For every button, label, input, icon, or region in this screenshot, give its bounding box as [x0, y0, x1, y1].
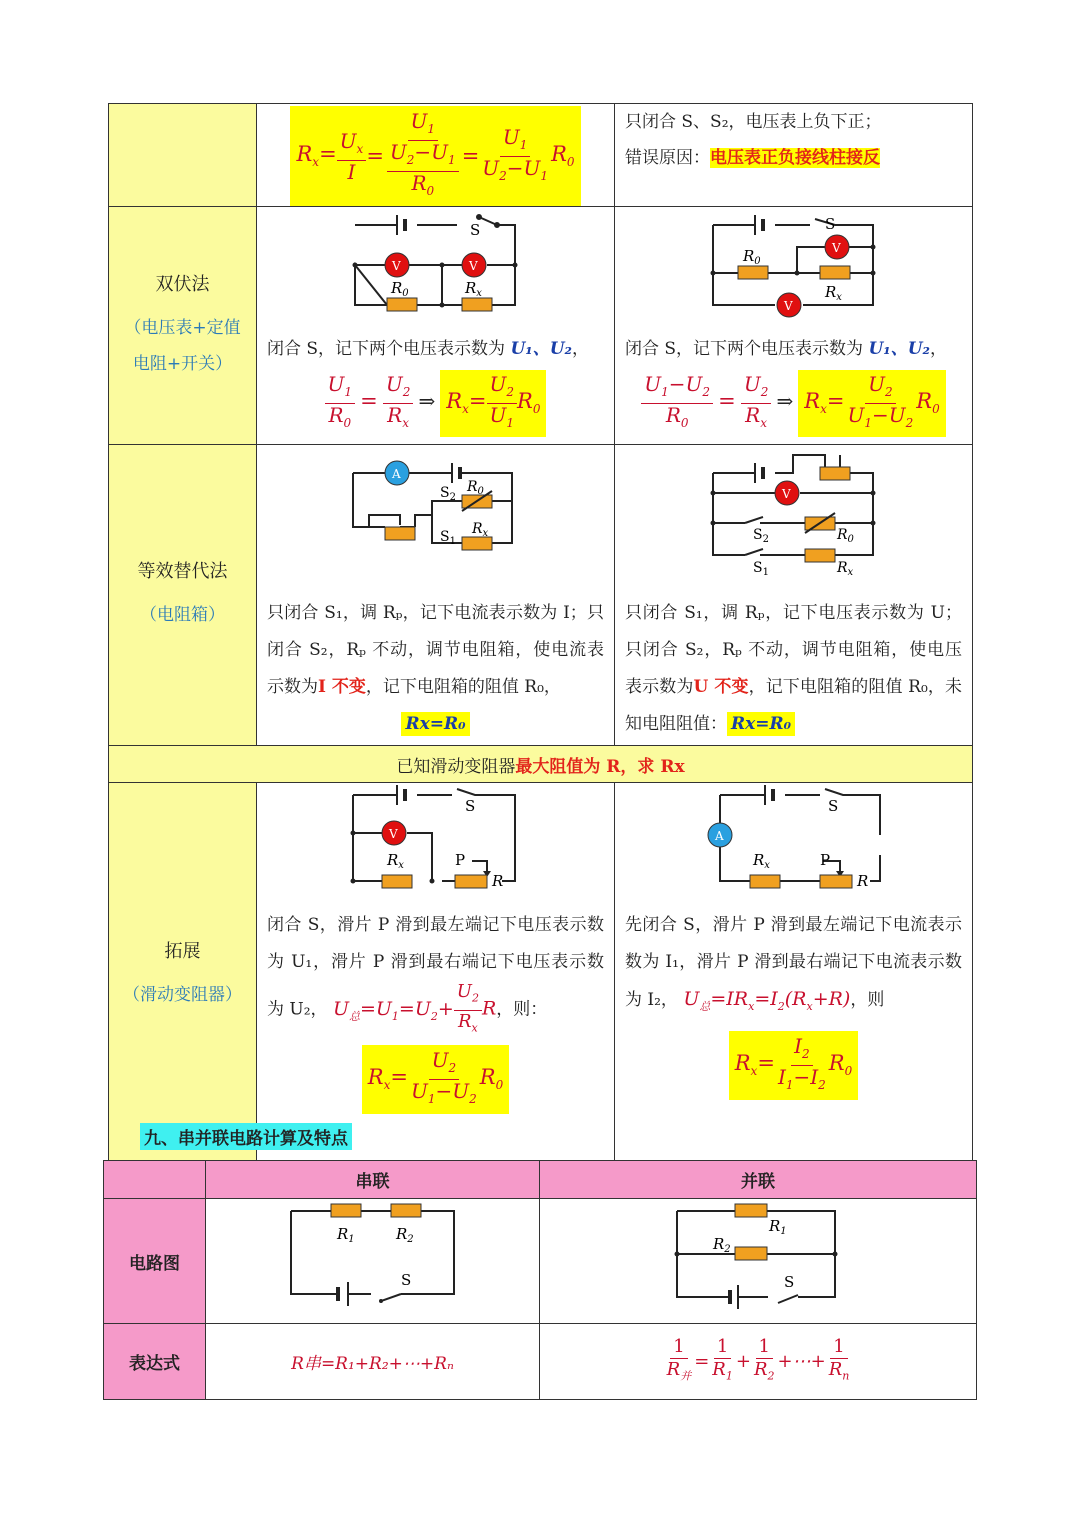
row3-right-mid: U 不变 [693, 677, 749, 697]
svg-text:A: A [715, 829, 724, 843]
series-circuit-cell [206, 1199, 540, 1324]
row3-label-cell [109, 445, 257, 746]
row2-left-formula: $\frac{U_1}{R_0}$ = $\frac{U_2}{R_x}$ ⇒ $R_x=$ $\frac{U_2}{U_1}$ $R_0$ [257, 370, 614, 437]
section-title: 九、串并联电路计算及特点 [144, 1129, 348, 1149]
svg-text:V: V [389, 827, 398, 841]
svg-text:S1: $S_1$ [440, 529, 456, 547]
col-header-parallel: 并联 [540, 1161, 977, 1199]
circuit-diagram-substitution-2 [615, 445, 972, 591]
svg-text:R0: $R_0$ [467, 479, 484, 497]
svg-text:R: R [492, 872, 504, 890]
circuit-diagram-rheostat-ammeter [615, 783, 972, 903]
svg-text:S: S [828, 797, 839, 815]
row4-left-result: $R_x=$ $\frac{U_2}{U_1-U_2}$ $R_0$ [362, 1045, 509, 1114]
svg-text:Rx: $R_x$ [465, 279, 482, 299]
row3-left-result: Rx=R₀ [401, 712, 469, 736]
svg-text:R: R [857, 872, 869, 890]
banner-red: 最大阻值为 R，求 Rx [515, 756, 685, 777]
table2-corner [104, 1161, 206, 1199]
svg-text:Rx: $R_x$ [387, 851, 404, 871]
error-reason-highlight: 电压表正负接线柱接反 [710, 148, 880, 168]
row3-left-cell [257, 445, 615, 746]
row1-formula-cell [257, 104, 615, 207]
slider-rheostat-banner [109, 746, 973, 783]
parallel-expression: 1 $R_并$ = $\frac{1}{R_1}$ + $\frac{1}{R_2}$ +⋯+ $\frac{1}{R_n}$ [666, 1335, 850, 1383]
svg-text:S: S [401, 1271, 412, 1289]
row3-right-text: 只闭合 S₁，调 Rₚ，记下电压表示数为 U；只闭合 S₂，Rₚ 不动，调节电阻箱，使电压表示数为 [625, 603, 962, 697]
row4-left-then: ，则： [496, 999, 548, 1020]
svg-text:R2: $R_2$ [713, 1235, 731, 1255]
row2-right-vars: U₁、U₂ [868, 339, 930, 359]
row2-right-cell: V V S $R_0$ $R_x$ 闭合 S，记下两个电压表示数为 U₁、U₂， $\frac{U_1-U_2}{R_0}$ = $\frac{U_2}{R_x}$ ⇒ $R_x=$ $\frac{U_2}{U_1-U_2}$ $R_0$ [615, 207, 973, 445]
row1-right-line2-prefix: 错误原因： [625, 148, 710, 168]
method-subtitle-substitution: （电阻箱） [140, 605, 225, 625]
row3-right-result: Rx=R₀ [727, 712, 795, 736]
method-title-substitution: 等效替代法 [137, 561, 228, 582]
row3-right-cell [615, 445, 973, 746]
row4-left-text: 闭合 S，滑片 P 滑到最左端记下电压表示数为 U₁，滑片 P 滑到最右端记下电压表示数为 U₂， [267, 915, 604, 1020]
circuit-diagram-double-voltmeter-1 [257, 207, 614, 327]
svg-text:P: P [820, 851, 831, 869]
series-parallel-table [103, 1160, 977, 1400]
row4-label-cell [109, 783, 257, 1167]
row2-left-text: 闭合 S，记下两个电压表示数为 [267, 339, 511, 359]
svg-text:Rx: $R_x$ [753, 851, 770, 871]
row2-left-cell: V V S $R_0$ $R_x$ 闭合 S，记下两个电压表示数为 U₁、U₂， $\frac{U_1}{R_0}$ = $\frac{U_2}{R_x}$ ⇒ $R_x=$ $\frac{U_2}{U_1}$ $R_0$ [257, 207, 615, 445]
row3-left-tail: ，记下电阻箱的阻值 R₀， [365, 677, 561, 697]
svg-text:A: A [392, 467, 401, 481]
row2-label-cell [109, 207, 257, 445]
row4-right-equation: $U_总=IR_x=I_2(R_x+R)$ [683, 988, 851, 1013]
svg-text:S: S [784, 1273, 795, 1291]
parallel-circuit-diagram [540, 1199, 976, 1319]
svg-text:S1: $S_1$ [753, 560, 769, 578]
col-header-series: 串联 [206, 1161, 540, 1199]
svg-text:Rx: $R_x$ [472, 521, 489, 539]
parallel-expression-cell [540, 1324, 977, 1400]
row4-right-then: ，则 [850, 990, 885, 1010]
method-subtitle-double-voltmeter: （电压表+定值电阻+开关） [124, 317, 241, 374]
svg-text:S: S [825, 215, 836, 233]
row1-right-line1: 只闭合 S、S₂，电压表上负下正； [625, 112, 882, 132]
circuit-diagram-rheostat-voltmeter [257, 783, 614, 903]
series-expression: R串=R₁+R₂+⋯+Rₙ [291, 1354, 454, 1374]
method-title-extension: 拓展 [164, 940, 201, 962]
svg-text:Rx: $R_x$ [825, 283, 842, 303]
row3-left-mid: I 不变 [318, 677, 366, 697]
section-heading [140, 1123, 352, 1150]
row4-right-cell [615, 783, 973, 1167]
svg-text:P: P [455, 851, 466, 869]
row3-left-text: 只闭合 S₁，调 Rₚ，记下电流表示数为 I；只闭合 S₂，Rₚ 不动，调节电阻箱，使电流表示数为 [267, 603, 604, 697]
svg-text:S: S [470, 221, 481, 239]
row2-right-formula: $\frac{U_1-U_2}{R_0}$ = $\frac{U_2}{R_x}$ ⇒ $R_x=$ $\frac{U_2}{U_1-U_2}$ $R_0$ [615, 370, 972, 437]
circuit-diagram-double-voltmeter-2 [615, 207, 972, 327]
measurement-methods-table [108, 103, 973, 1167]
row4-right-result: $R_x=$ $\frac{I_2}{I_1-I_2}$ $R_0$ [729, 1031, 859, 1100]
method-subtitle-extension: （滑动变阻器） [123, 984, 242, 1005]
svg-text:R1: $R_1$ [337, 1225, 355, 1245]
svg-text:R0: $R_0$ [743, 247, 761, 267]
row-header-expression: 表达式 [104, 1324, 206, 1400]
svg-text:S2: $S_2$ [440, 485, 456, 503]
series-expression-cell [206, 1324, 540, 1400]
svg-text:V: V [782, 487, 791, 501]
row1-label-cell [109, 104, 257, 207]
parallel-circuit-cell [540, 1199, 977, 1324]
svg-text:V: V [784, 299, 793, 313]
svg-text:Rx: $R_x$ [837, 560, 854, 578]
row4-left-cell: V S $R_x$ P R 闭合 S，滑片 P 滑到最左端记下电压表示数为 U₁，滑片 P 滑到最右端记下电压表示数为 U₂， $U_总=U_1=U_2+$ $\frac{U_2}{R_x}$ R，则： $R_x=$ $\frac{U_2}{U_1-U_2}$ $R_0$ [257, 783, 615, 1167]
svg-text:S2: $S_2$ [753, 527, 769, 545]
svg-text:S: S [465, 797, 476, 815]
row4-right-text: 先闭合 S，滑片 P 滑到最左端记下电流表示数为 I₁，滑片 P 滑到最右端记下电流表示数为 I₂， [625, 915, 962, 1010]
series-circuit-diagram [206, 1199, 539, 1319]
svg-text:V: V [392, 259, 401, 273]
svg-text:R0: $R_0$ [837, 527, 854, 545]
circuit-diagram-substitution-1 [257, 445, 614, 591]
rx-formula-highlight: $R_x=$ $\frac{U_x}{I}$ = $\frac{U_1}{\frac{U_2-U_1}{R_0}}$ = $\frac{U_1}{U_2-U_1}$ $R_0$ [290, 106, 580, 206]
row2-right-text: 闭合 S，记下两个电压表示数为 [625, 339, 869, 359]
svg-text:R2: $R_2$ [396, 1225, 414, 1245]
row-header-diagram: 电路图 [104, 1199, 206, 1324]
row2-left-vars: U₁、U₂ [510, 339, 572, 359]
svg-text:R1: $R_1$ [769, 1217, 787, 1237]
svg-text:R0: $R_0$ [391, 279, 409, 299]
row3-right-tail: ，记下电阻箱的阻值 R₀，未知电阻阻值： [625, 677, 962, 734]
svg-text:V: V [832, 241, 841, 255]
row1-error-cell [615, 104, 973, 207]
banner-prefix: 已知滑动变阻器 [396, 756, 516, 777]
row4-left-equation: $U_总=U_1=U_2+$ [332, 997, 454, 1023]
method-title-double-voltmeter: 双伏法 [155, 273, 210, 295]
svg-text:V: V [469, 259, 478, 273]
